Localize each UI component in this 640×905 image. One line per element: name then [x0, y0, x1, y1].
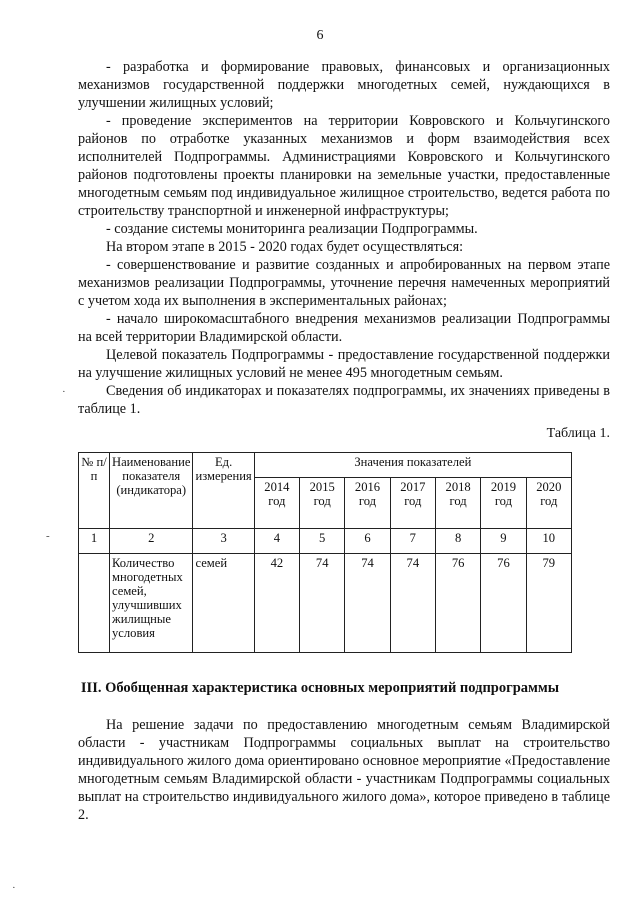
- header-year: 2016 год: [345, 478, 390, 529]
- header-unit: Ед. измерения: [193, 453, 254, 529]
- row-value: 76: [481, 554, 526, 653]
- header-name: Наименование показателя (индикатора): [110, 453, 193, 529]
- header-year: 2020 год: [526, 478, 571, 529]
- row-value: 74: [300, 554, 345, 653]
- row-value: 42: [254, 554, 299, 653]
- scan-mark: ·: [62, 386, 66, 398]
- header-year: 2019 год: [481, 478, 526, 529]
- table-index-row: [79, 529, 572, 554]
- header-num: № п/п: [79, 453, 110, 529]
- index-cell: 7: [390, 529, 435, 554]
- header-year: 2017 год: [390, 478, 435, 529]
- paragraph: На решение задачи по предоставлению многодетным семьям Владимирской области - участникам Подпрограммы социальных выплат на строительство индивидуального жилого дома ориентировано основное мероприятие «Предоставление многодетным семьям Владимирской области - участникам Подпрограммы социальных выплат на строительство индивидуального жилого дома», которое приведено в таблице 2.: [78, 717, 610, 823]
- table-row: [79, 554, 572, 653]
- paragraph: На втором этапе в 2015 - 2020 годах будет осуществляться:: [106, 239, 464, 255]
- indicators-table: [78, 452, 572, 653]
- index-cell: 2: [110, 529, 193, 554]
- index-cell: 1: [79, 529, 110, 554]
- paragraph: - создание системы мониторинга реализации Подпрограммы.: [106, 221, 478, 237]
- page-number: 6: [316, 28, 324, 43]
- body-text-top: [78, 58, 610, 418]
- index-cell: 10: [526, 529, 571, 554]
- paragraph: Целевой показатель Подпрограммы - предоставление государственной поддержки на улучшение жилищных условий не менее 495 многодетным семьям.: [78, 347, 610, 381]
- paragraph: - начало широкомасштабного внедрения механизмов реализации Подпрограммы на всей территории Владимирской области.: [78, 311, 610, 345]
- paragraph: - проведение экспериментов на территории Ковровского и Кольчугинского районов по отработке указанных механизмов и форм взаимодействия всех исполнителей Подпрограммы. Администрациями Ковровского и Кольчугинского районов подготовлены проекты планировки на земельные участки, предоставленные многодетным семьям под индивидуальное жилищное строительство, ведется работа по строительству транспортной и инженерной инфраструктуры;: [78, 113, 610, 219]
- index-cell: 4: [254, 529, 299, 554]
- header-year: 2015 год: [300, 478, 345, 529]
- paragraph: - разработка и формирование правовых, финансовых и организационных механизмов государственной поддержки многодетных семей, нуждающихся в улучшении жилищных условий;: [78, 59, 610, 111]
- row-value: 74: [345, 554, 390, 653]
- scan-mark: -: [46, 530, 50, 542]
- row-value: 79: [526, 554, 571, 653]
- paragraph: Сведения об индикаторах и показателях подпрограммы, их значениях приведены в таблице 1.: [78, 383, 610, 417]
- row-num: [79, 554, 110, 653]
- table-header-row: [79, 453, 572, 478]
- header-values: Значения показателей: [254, 453, 571, 478]
- row-value: 74: [390, 554, 435, 653]
- index-cell: 3: [193, 529, 254, 554]
- header-year: 2018 год: [435, 478, 480, 529]
- row-value: 76: [435, 554, 480, 653]
- index-cell: 8: [435, 529, 480, 554]
- index-cell: 9: [481, 529, 526, 554]
- row-unit: семей: [193, 554, 254, 653]
- scan-mark: ·: [12, 882, 16, 894]
- body-text-bottom: [78, 716, 610, 824]
- index-cell: 6: [345, 529, 390, 554]
- paragraph: - совершенствование и развитие созданных и апробированных на первом этапе механизмов реализации Подпрограммы, уточнение перечня намеченных мероприятий с учетом хода их выполнения в экспериментальных районах;: [78, 257, 610, 309]
- header-year: 2014 год: [254, 478, 299, 529]
- index-cell: 5: [300, 529, 345, 554]
- table-caption: Таблица 1.: [546, 426, 610, 441]
- row-name: Количество многодетных семей, улучшивших жилищные условия: [110, 554, 193, 653]
- section-title: III. Обобщенная характеристика основных мероприятий подпрограммы: [80, 680, 560, 696]
